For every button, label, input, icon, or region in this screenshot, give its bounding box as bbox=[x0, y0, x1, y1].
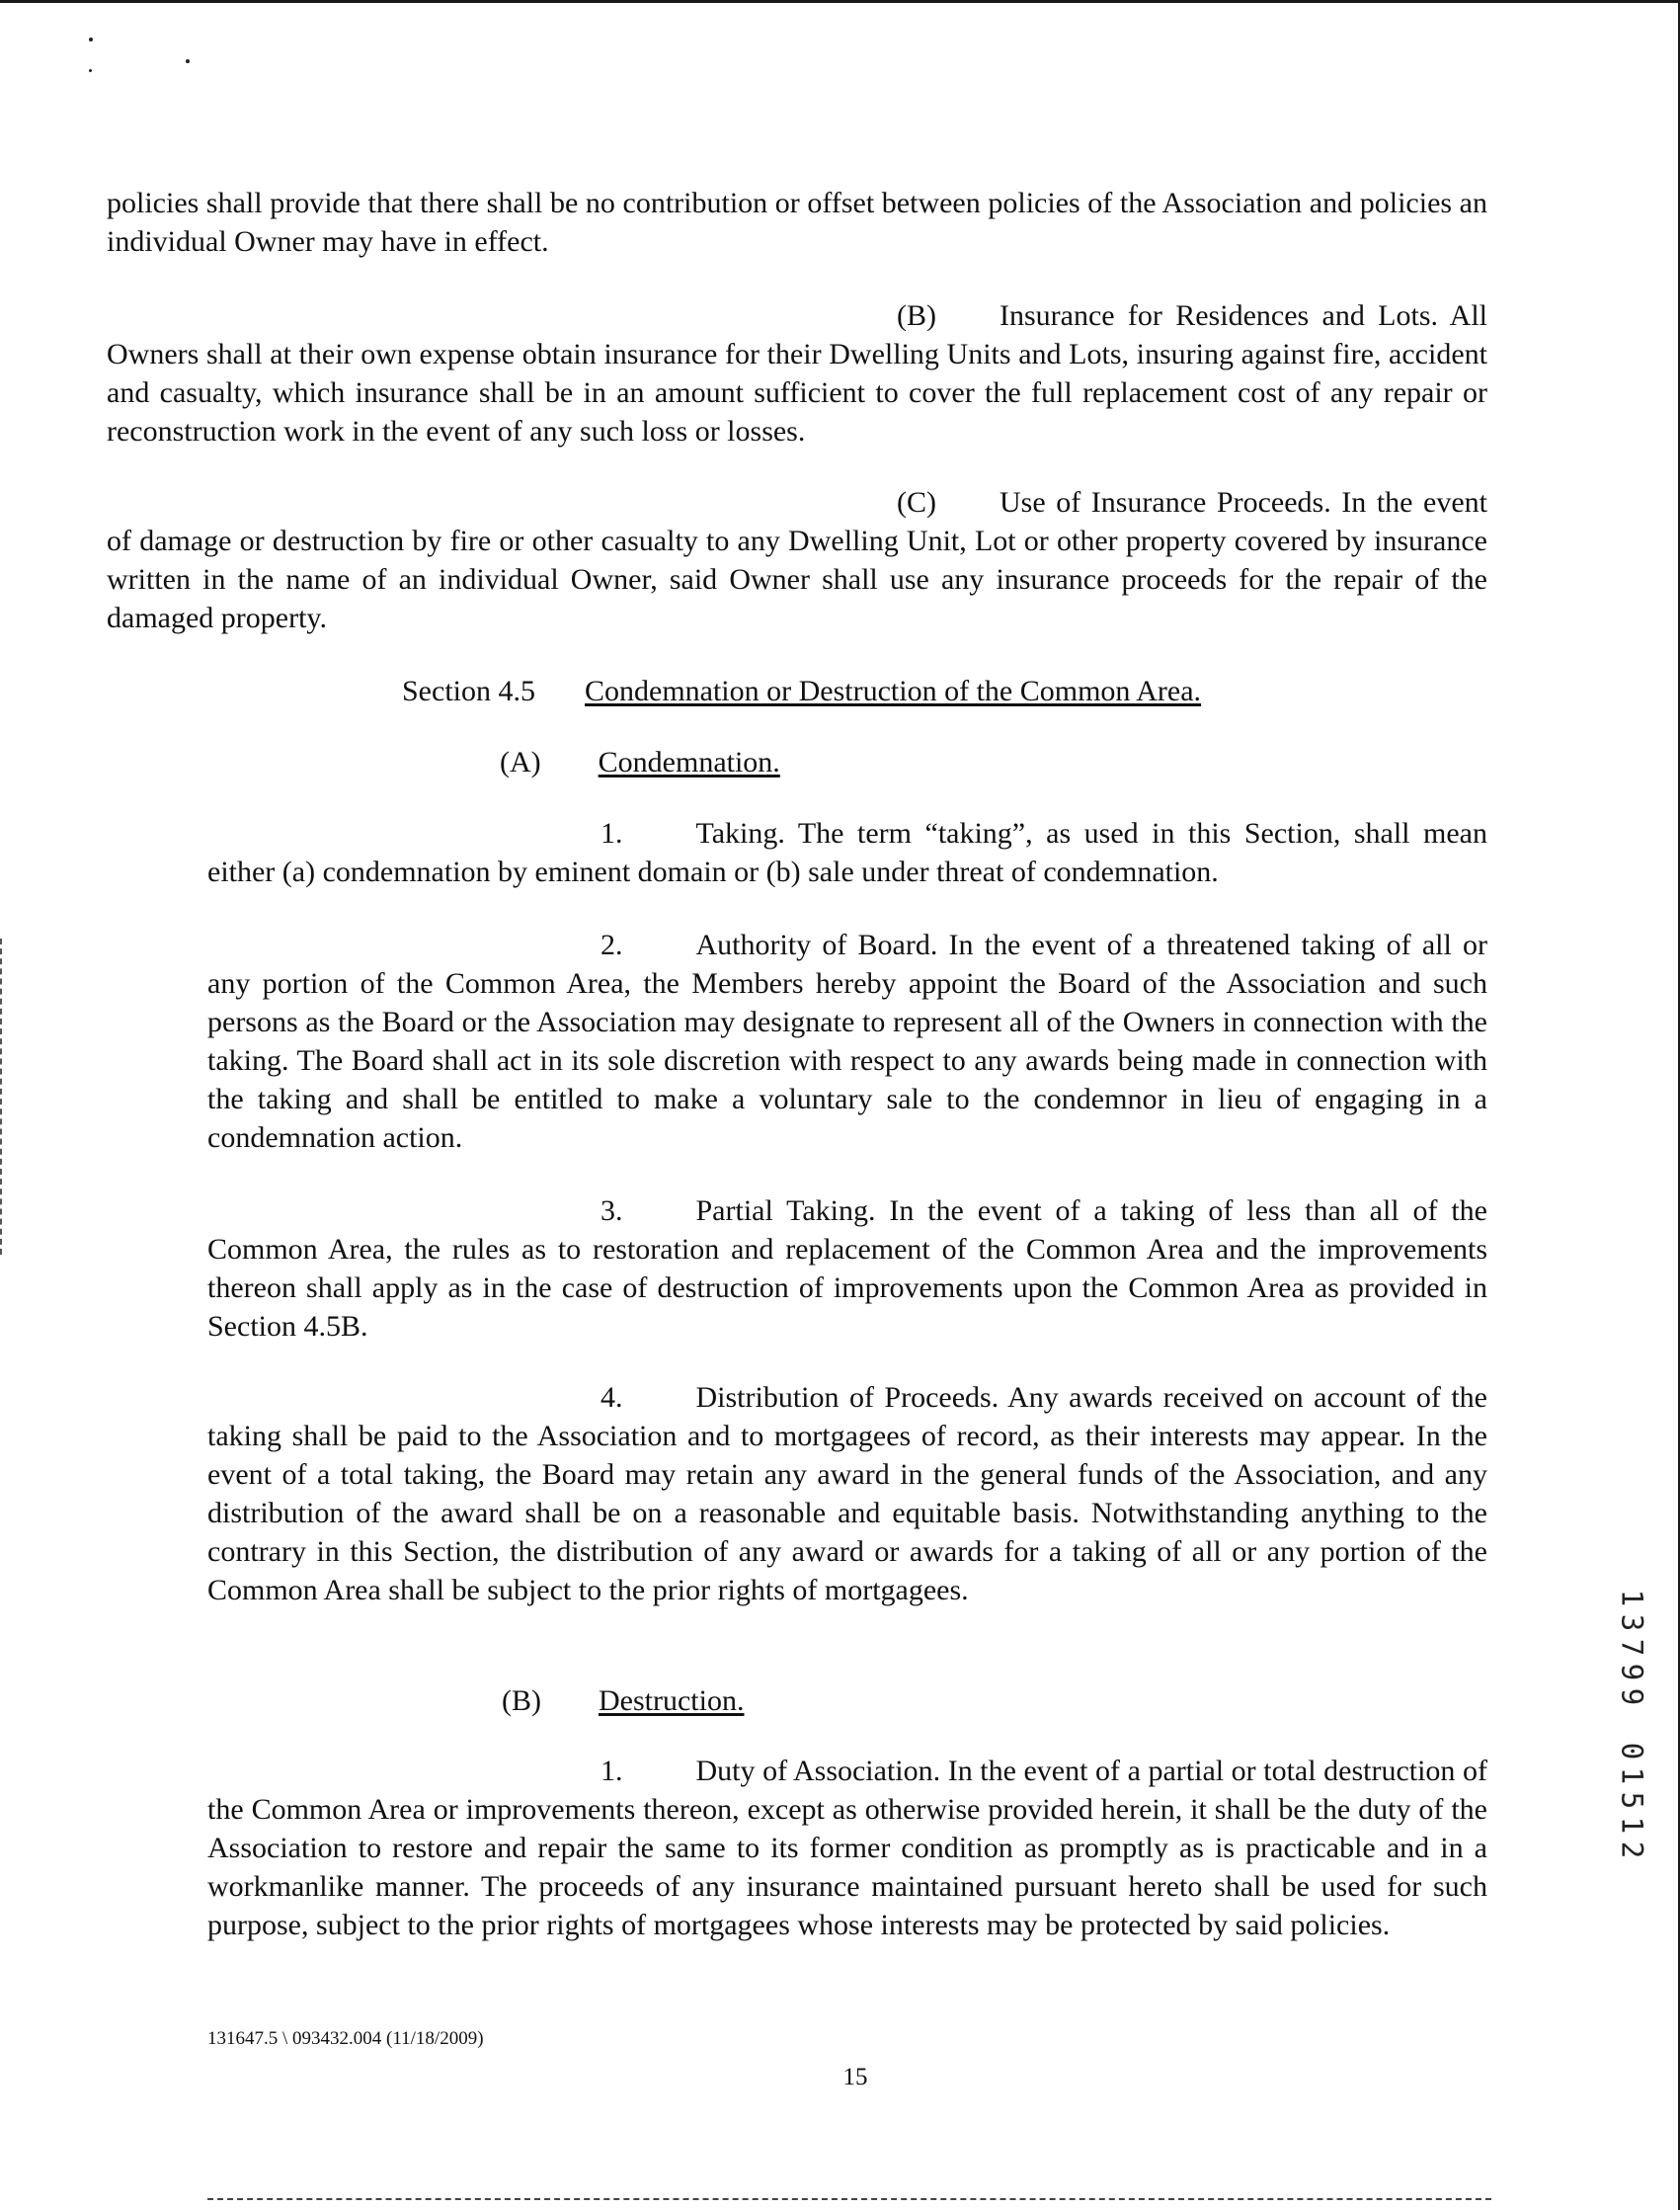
item-a2-paragraph bbox=[207, 926, 1487, 1157]
item-number: 4. bbox=[600, 1381, 623, 1414]
scan-speck bbox=[186, 59, 190, 63]
paragraph-label-b: (B) bbox=[897, 299, 936, 332]
stamp-digit: 1 bbox=[1615, 1816, 1649, 1835]
paragraph-c-text: Use of Insurance Proceeds. In the event of damage or destruction by fire or other casualty to any Dwelling Unit, Lot or other property covered by insurance written in the name of an individual Owner, said Owner shall use any insurance proceeds for the repair of the damaged property. bbox=[107, 486, 1487, 634]
item-b1-paragraph bbox=[207, 1752, 1487, 1944]
stamp-digit: 2 bbox=[1615, 1841, 1649, 1859]
section-number: Section 4.5 bbox=[402, 675, 535, 707]
item-text: Authority of Board. In the event of a threatened taking of all or any portion of the Common Area, the Members hereby appoint the Board of the Association and such persons as the Board or the Association may designate to represent all of the Owners in connection with the taking. The Board shall act in its sole discretion with respect to any awards being made in connection with the taking and shall be entitled to make a voluntary sale to the condemnor in lieu of engaging in a condemnation action. bbox=[207, 929, 1487, 1154]
scan-border-top bbox=[0, 0, 1680, 3]
item-text: Duty of Association. In the event of a partial or total destruction of the Common Area or improvements thereon, except as otherwise provided herein, it shall be the duty of the Association to restore and repair the same to its former condition as promptly as is practicable and in a workmanlike manner. The proceeds of any insurance maintained pursuant hereto shall be used for such purpose, subject to the prior rights of mortgagees whose interests may be protected by said policies. bbox=[207, 1755, 1487, 1941]
item-a4-paragraph bbox=[207, 1378, 1487, 1609]
paragraph-label-c: (C) bbox=[897, 486, 936, 519]
insurance-proceeds-paragraph bbox=[107, 483, 1487, 637]
stamp-digit: 1 bbox=[1615, 1766, 1649, 1785]
paragraph-b-text: Insurance for Residences and Lots. All Owners shall at their own expense obtain insurance for their Dwelling Units and Lots, insuring against fire, accident and casualty, which insurance shall be in an amount sufficient to cover the full replacement cost of any repair or reconstruction work in the event of any such loss or losses. bbox=[107, 299, 1487, 448]
insurance-residences-paragraph bbox=[107, 296, 1487, 450]
item-number: 1. bbox=[600, 1755, 623, 1787]
item-number: 2. bbox=[600, 929, 623, 961]
section-heading bbox=[402, 672, 1201, 710]
section-title: Condemnation or Destruction of the Common Area. bbox=[585, 675, 1202, 707]
recording-stamp bbox=[1612, 1586, 1651, 1862]
stamp-digit: 0 bbox=[1615, 1742, 1649, 1760]
subsection-b-label: (B) bbox=[502, 1684, 541, 1717]
item-text: Distribution of Proceeds. Any awards received on account of the taking shall be paid to the Association and to mortgagees of record, as their interests may appear. In the event of a total taking, the Board may retain any award in the general funds of the Association, and any distribution of the award shall be on a reasonable and equitable basis. Notwithstanding anything to the contrary in this Section, the distribution of any award or awards for a taking of all or any portion of the Common Area shall be subject to the prior rights of mortgagees. bbox=[207, 1381, 1487, 1606]
item-a3-paragraph bbox=[207, 1191, 1487, 1346]
scan-speck bbox=[89, 69, 92, 72]
stamp-digit: 9 bbox=[1615, 1687, 1649, 1706]
subsection-a-heading bbox=[500, 743, 780, 781]
subsection-a-label: (A) bbox=[500, 746, 541, 778]
scan-speck bbox=[89, 38, 93, 41]
item-text: Partial Taking. In the event of a taking of less than all of the Common Area, the rules as to restoration and replacement of the Common Area and the improvements thereon shall apply as in the case of destruction of improvements upon the Common Area as provided in Section 4.5B. bbox=[207, 1194, 1487, 1343]
subsection-b-title: Destruction. bbox=[599, 1684, 745, 1717]
item-number: 3. bbox=[600, 1194, 623, 1227]
document-code: 131647.5 \ 093432.004 (11/18/2009) bbox=[207, 2028, 484, 2049]
stamp-digit: 9 bbox=[1615, 1663, 1649, 1681]
stamp-digit: 7 bbox=[1615, 1638, 1649, 1657]
stamp-digit: 1 bbox=[1615, 1589, 1649, 1607]
item-text: Taking. The term “taking”, as used in this Section, shall mean either (a) condemnation by eminent domain or (b) sale under threat of condemnation. bbox=[207, 817, 1487, 888]
item-a1-paragraph bbox=[207, 814, 1487, 891]
scan-edge-mark bbox=[0, 939, 4, 1255]
subsection-b-heading bbox=[502, 1681, 744, 1720]
item-number: 1. bbox=[600, 817, 623, 850]
page-number: 15 bbox=[842, 2064, 868, 2090]
stamp-digit: 3 bbox=[1615, 1613, 1649, 1632]
subsection-a-title: Condemnation. bbox=[598, 746, 780, 778]
stamp-digit: 5 bbox=[1615, 1791, 1649, 1810]
intro-paragraph: policies shall provide that there shall be no contribution or offset between policies of the Association and policies an individual Owner may have in effect. bbox=[107, 187, 1487, 258]
scan-border-bottom bbox=[207, 2198, 1491, 2200]
